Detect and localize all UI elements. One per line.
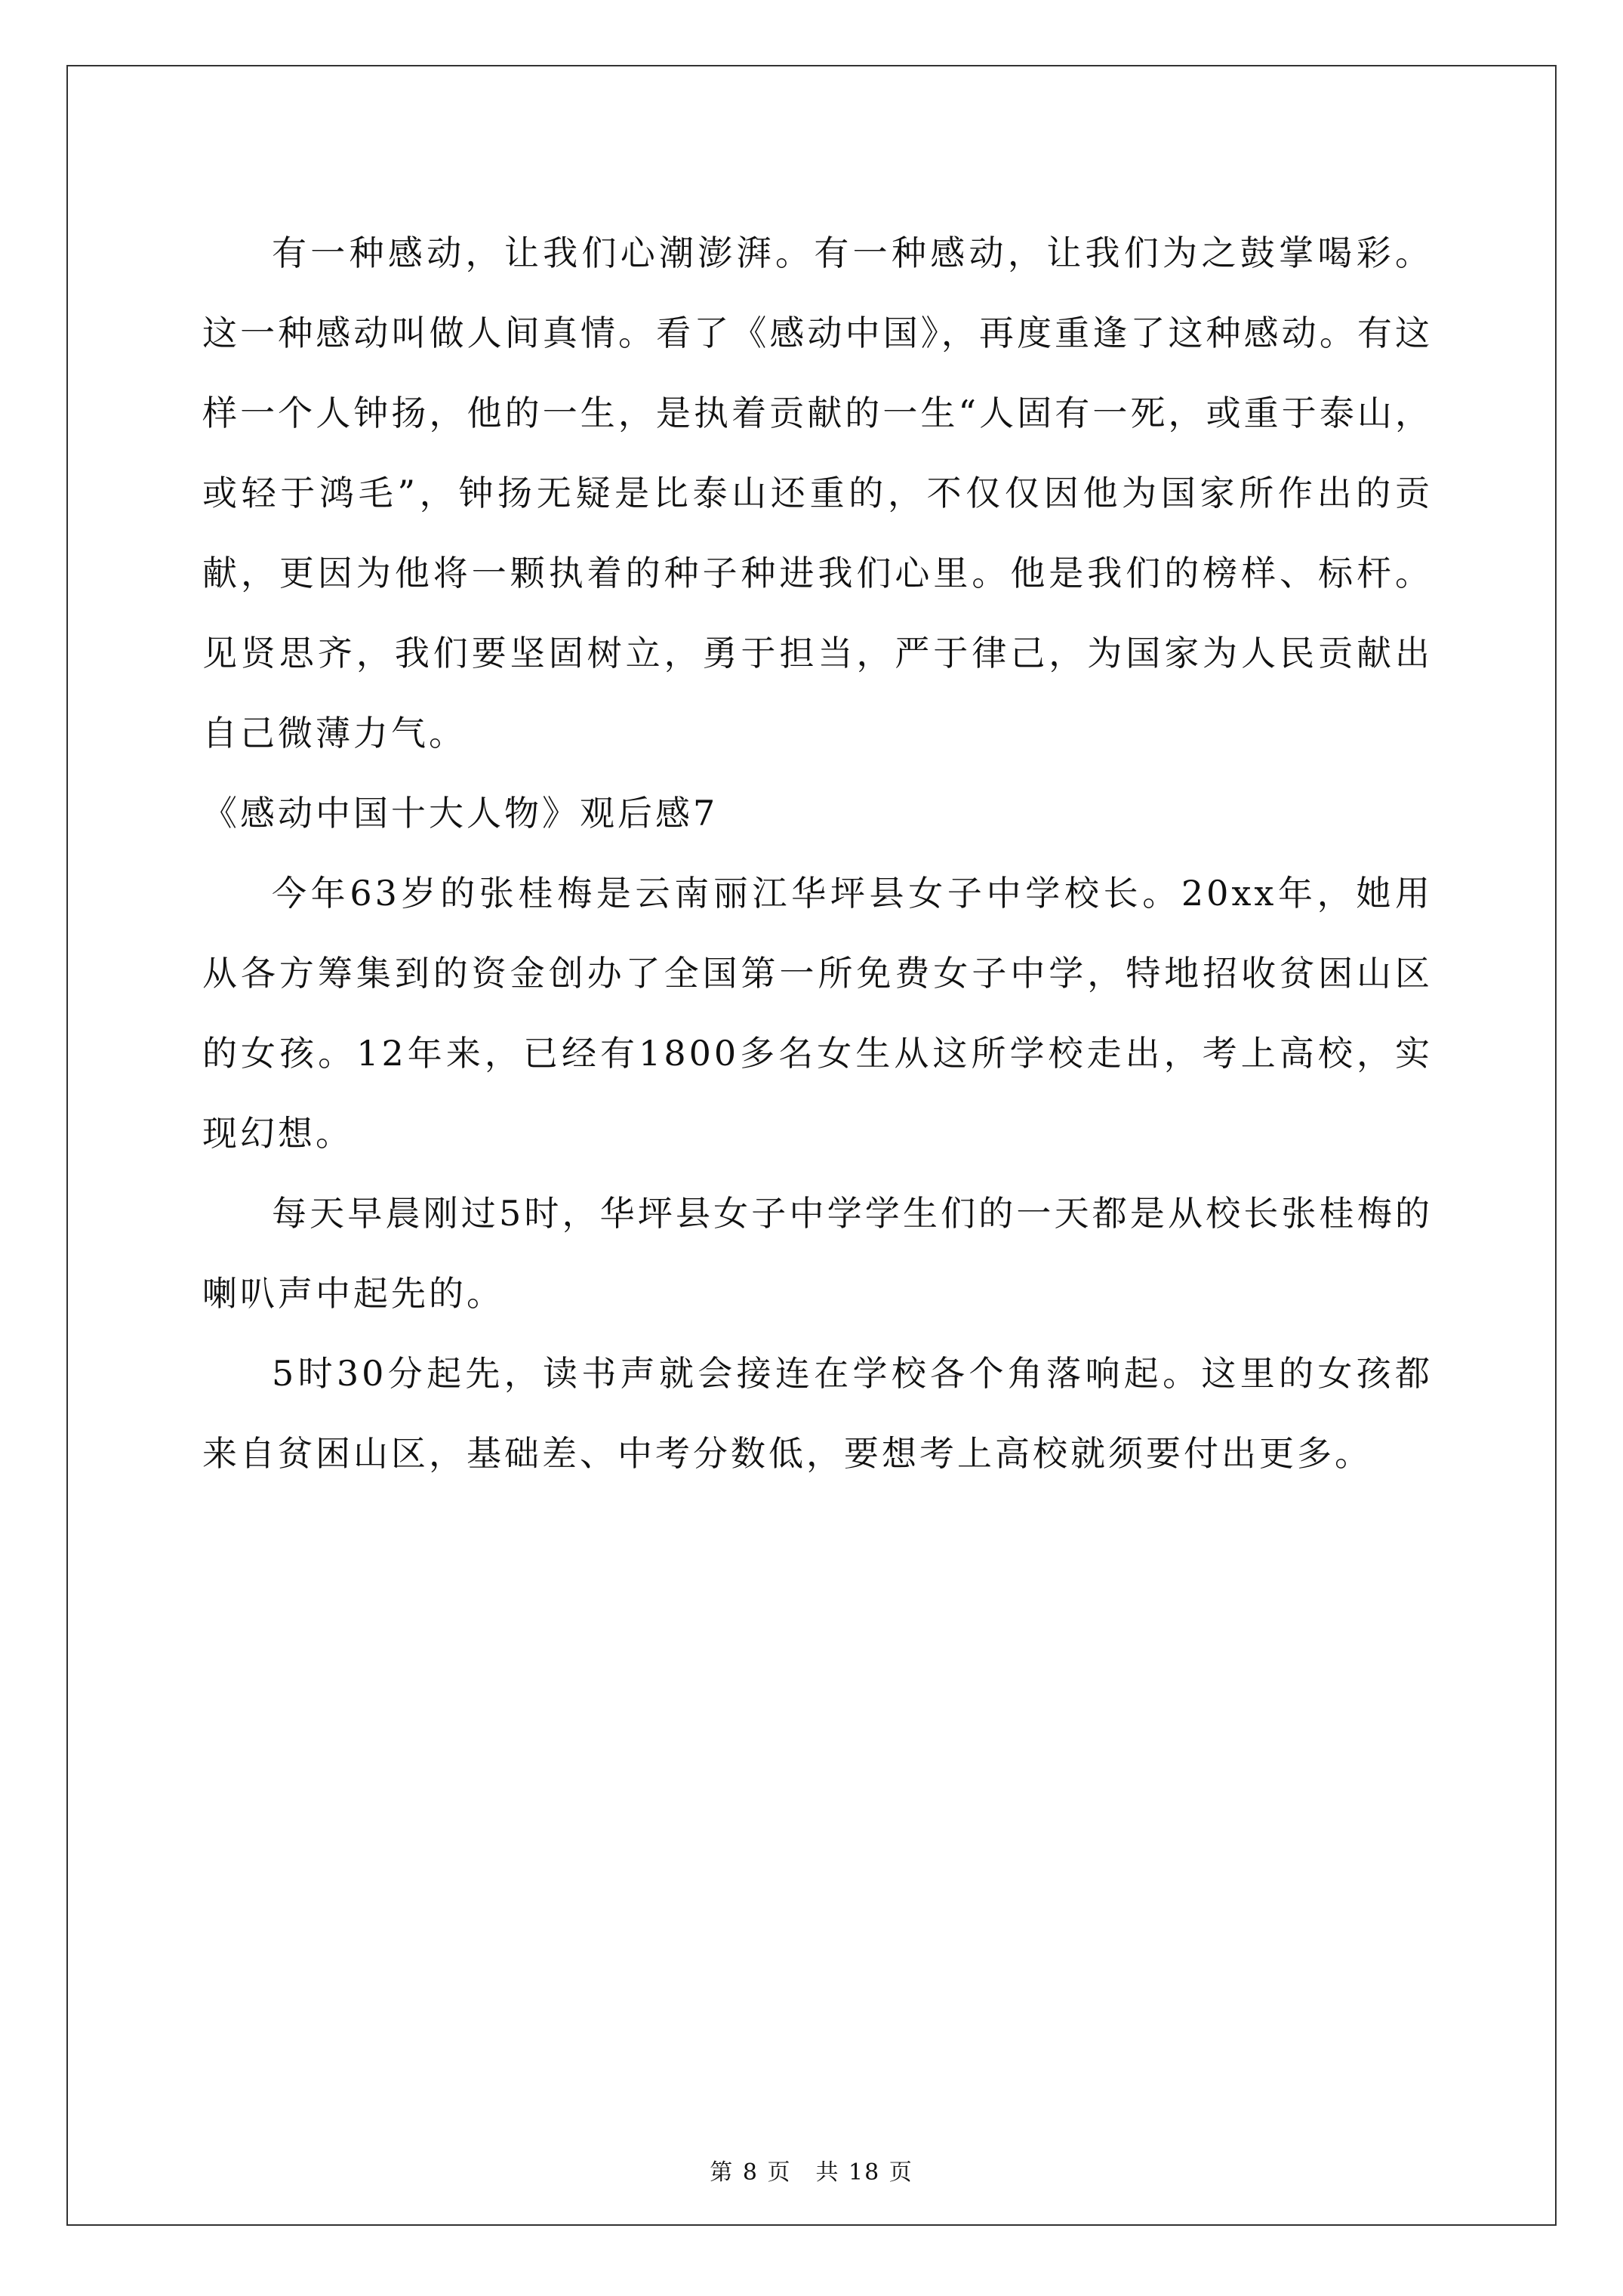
paragraph-2: 今年63岁的张桂梅是云南丽江华坪县女子中学校长。20xx年，她用从各方筹集到的资金创办了全国第一所免费女子中学，特地招收贫困山区的女孩。12年来，已经有1800多名女生从这所学校走出，考上高校，实现幻想。 [202,873,1433,1154]
document-body [202,213,1433,1493]
paragraph-4: 5时30分起先，读书声就会接连在学校各个角落响起。这里的女孩都来自贫困山区，基础差、中考分数低，要想考上高校就须要付出更多。 [202,1353,1433,1474]
page-footer: 第 8 页 共 18 页 [710,2159,913,2186]
paragraph-3: 每天早晨刚过5时，华坪县女子中学学生们的一天都是从校长张桂梅的喇叭声中起先的。 [202,1193,1433,1314]
section-heading: 《感动中国十大人物》观后感7 [202,793,719,834]
paragraph-1: 有一种感动，让我们心潮澎湃。有一种感动，让我们为之鼓掌喝彩。这一种感动叫做人间真情。看了《感动中国》，再度重逢了这种感动。有这样一个人钟扬，他的一生，是执着贡献的一生“人固有一死，或重于泰山，或轻于鸿毛”，钟扬无疑是比泰山还重的，不仅仅因他为国家所作出的贡献，更因为他将一颗执着的种子种进我们心里。他是我们的榜样、标杆。见贤思齐，我们要坚固树立，勇于担当，严于律己，为国家为人民贡献出自己微薄力气。 [202,233,1433,754]
